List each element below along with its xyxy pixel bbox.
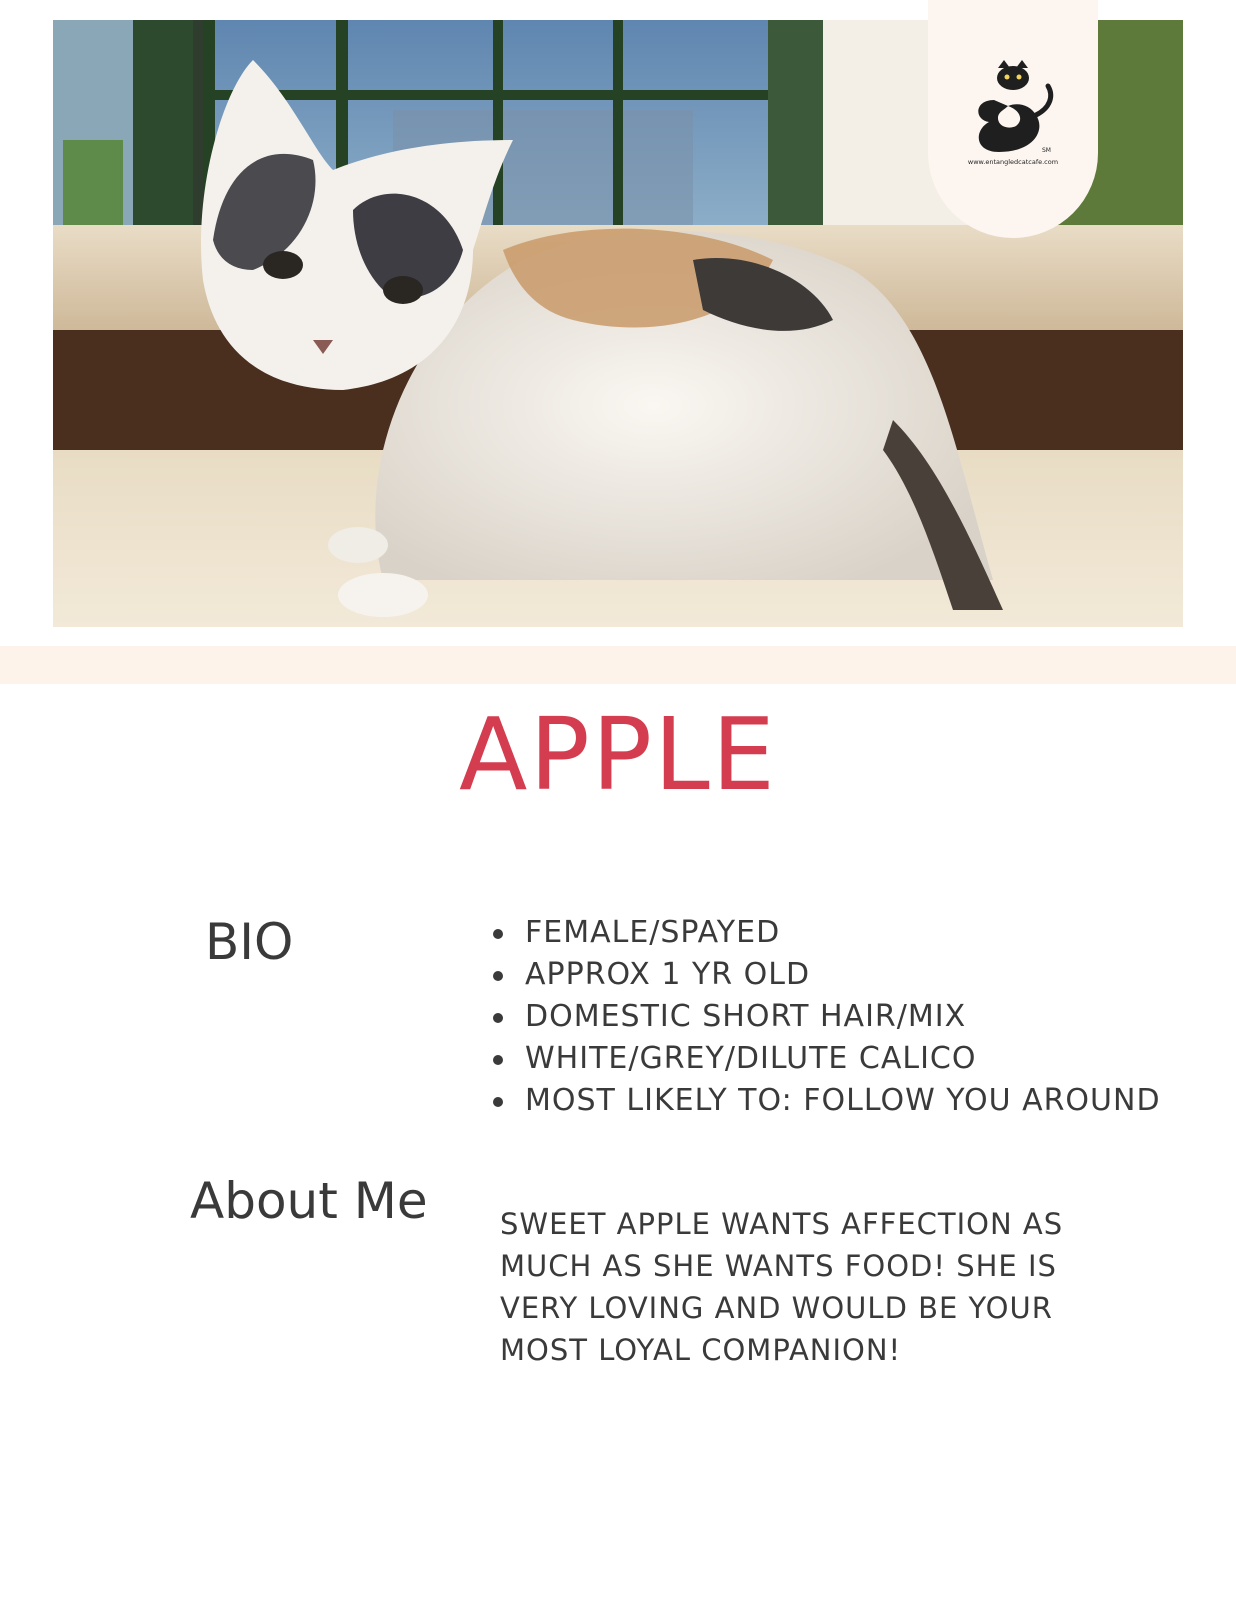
- bio-item: APPROX 1 YR OLD: [493, 954, 1161, 996]
- bullet-icon: [493, 1097, 503, 1107]
- bullet-icon: [493, 1055, 503, 1065]
- svg-text:www.entangledcatcafe.com: www.entangledcatcafe.com: [967, 158, 1059, 166]
- bio-item: MOST LIKELY TO: FOLLOW YOU AROUND: [493, 1080, 1161, 1122]
- bio-list: [493, 912, 1161, 1122]
- bio-heading: BIO: [205, 913, 294, 971]
- divider-band: [0, 646, 1236, 684]
- about-paragraph: SWEET APPLE WANTS AFFECTION AS MUCH AS SHE WANTS FOOD! SHE IS VERY LOVING AND WOULD BE YOUR MOST LOYAL COMPANION!: [500, 1207, 1064, 1367]
- bio-item: DOMESTIC SHORT HAIR/MIX: [493, 996, 1161, 1038]
- cat-name-title: APPLE: [459, 696, 777, 813]
- bio-item: WHITE/GREY/DILUTE CALICO: [493, 1038, 1161, 1080]
- bio-item: FEMALE/SPAYED: [493, 912, 1161, 954]
- logo-tab: [928, 0, 1098, 238]
- about-heading: About Me: [190, 1172, 428, 1230]
- svg-text:SM: SM: [1042, 147, 1051, 154]
- bullet-icon: [493, 1013, 503, 1023]
- entangled-cat-cafe-logo: [964, 60, 1062, 166]
- bullet-icon: [493, 929, 503, 939]
- bullet-icon: [493, 971, 503, 981]
